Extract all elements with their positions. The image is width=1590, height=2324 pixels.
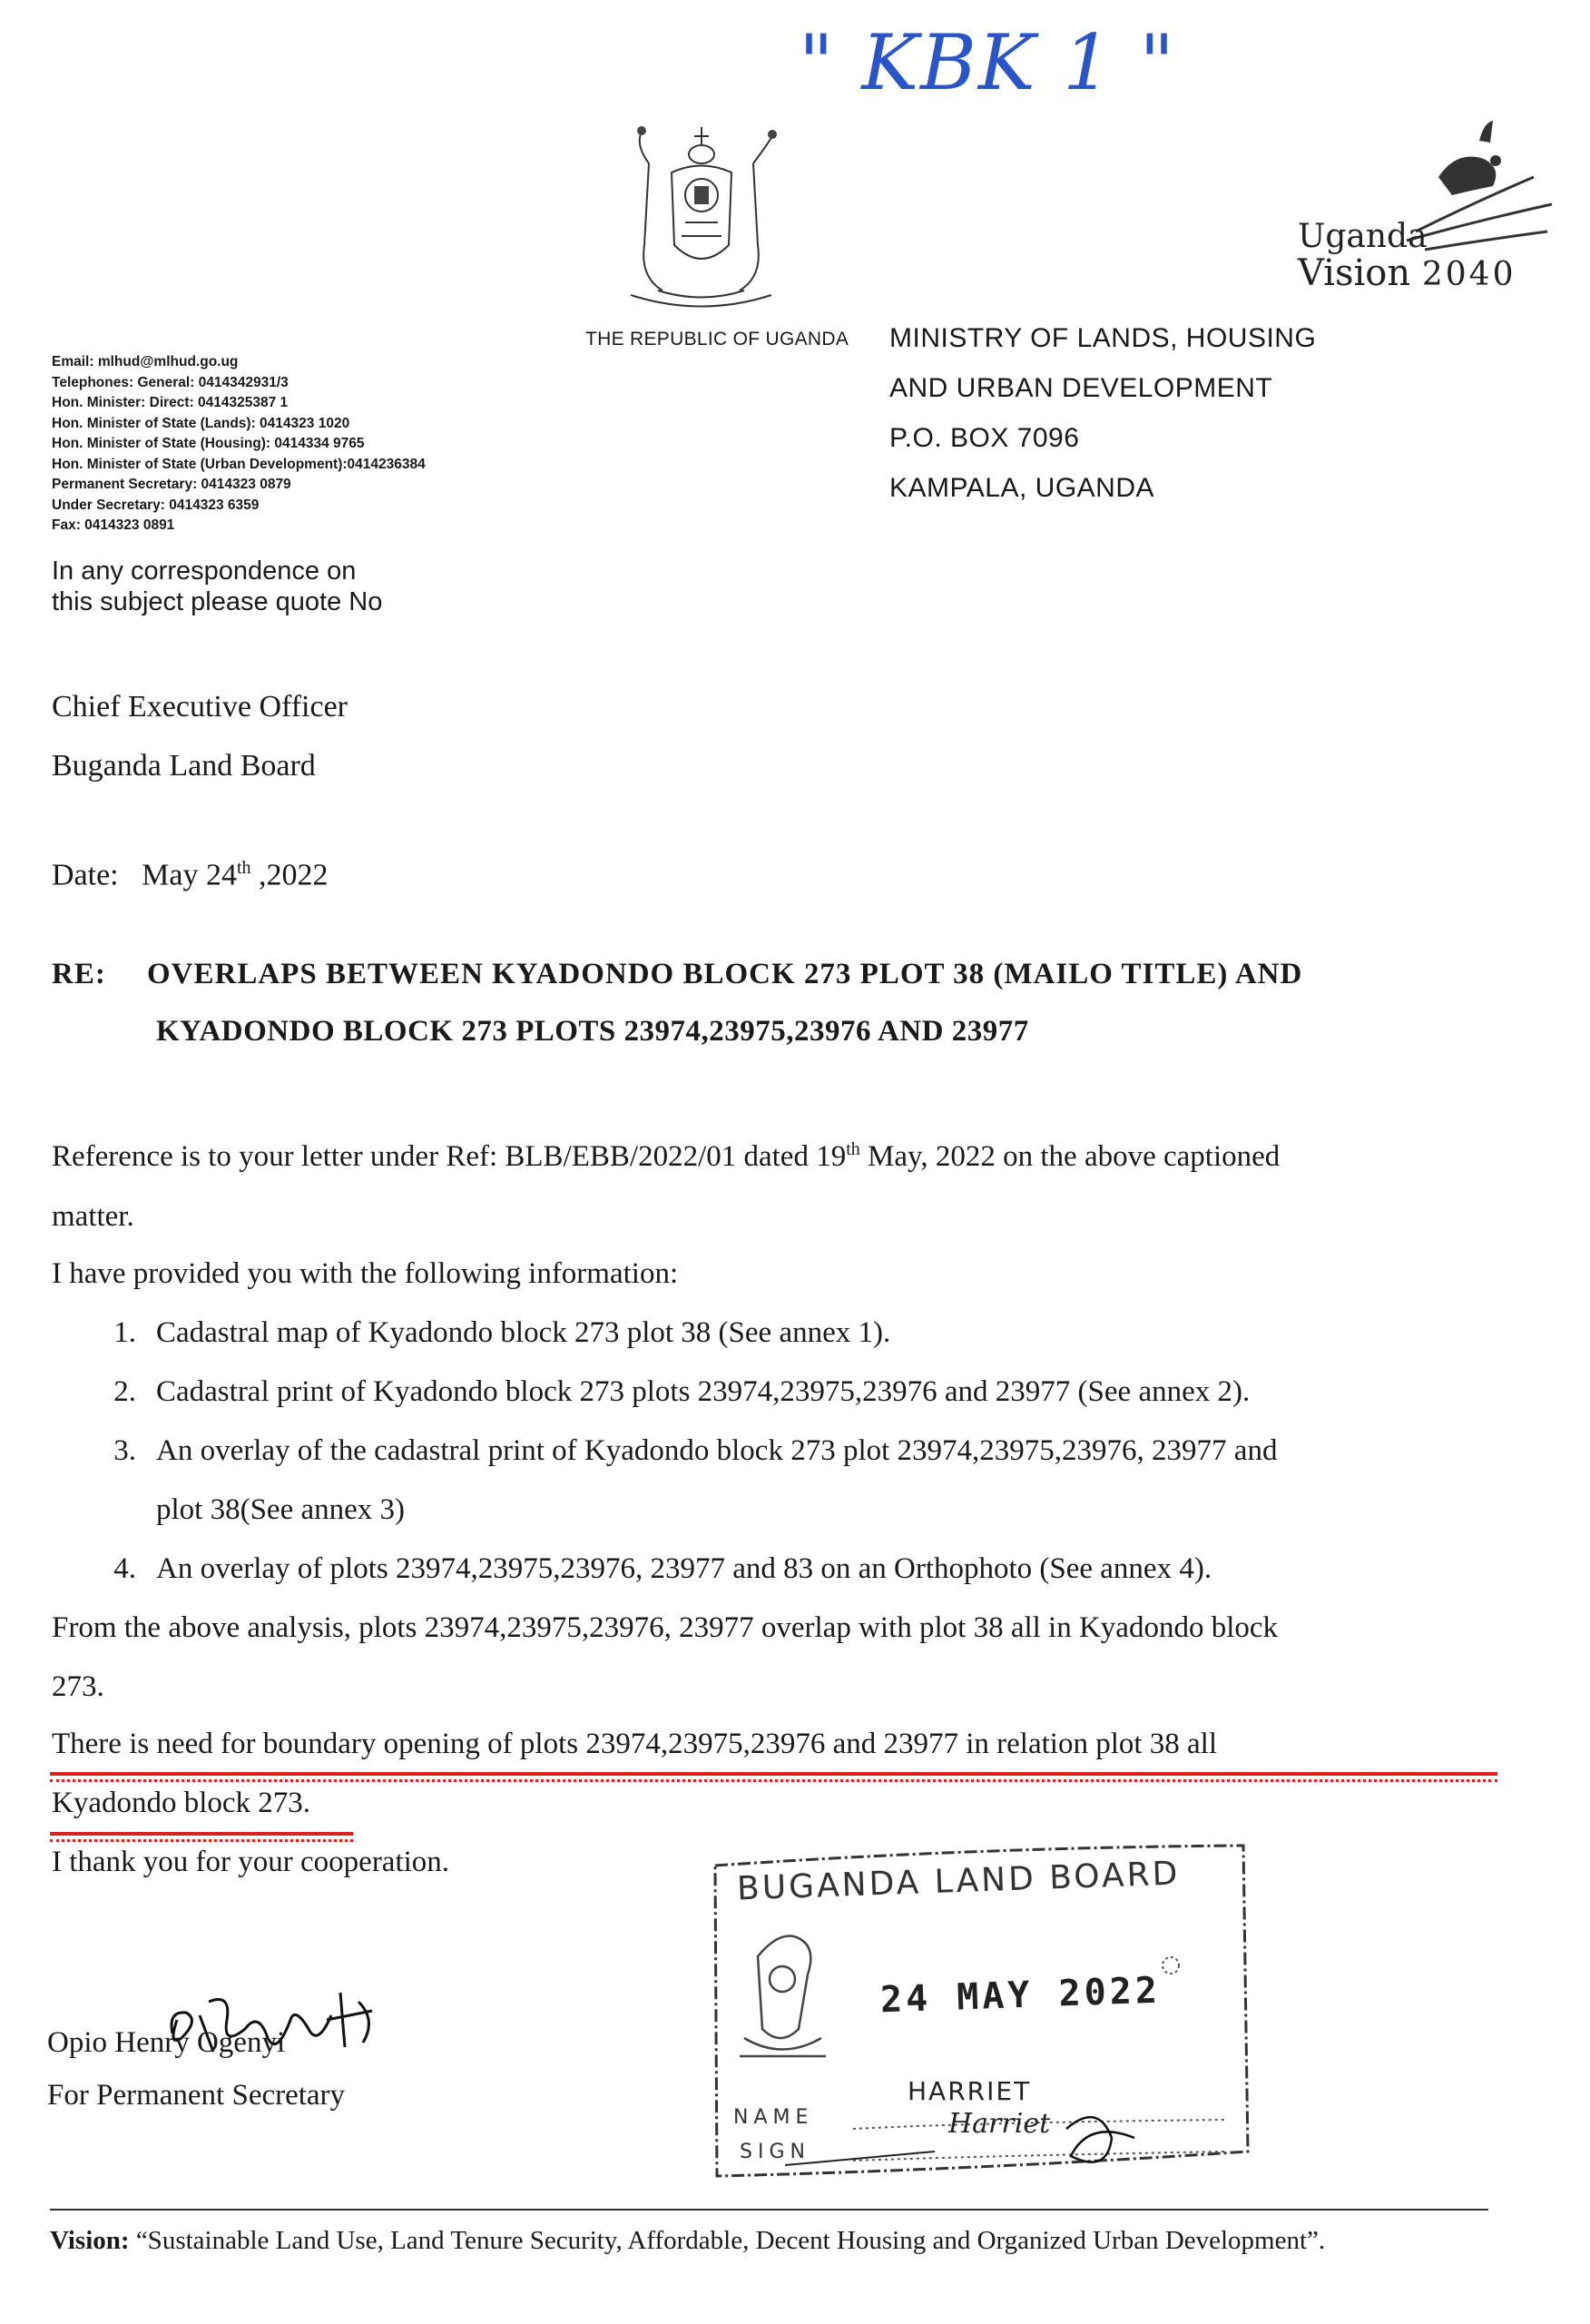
reference-text: Reference is to your letter under Ref: BLB/EBB/2022/01 dated 19 [52,1140,847,1173]
list-item: Cadastral print of Kyadondo block 273 plots 23974,23975,23976 and 23977 (See annex 2). [156,1375,1251,1408]
footer-label: Vision: [50,2226,130,2255]
vision-logo-word: Vision [1298,252,1411,294]
thanks-text: I thank you for your cooperation. [52,1846,450,1878]
highlight-underline [50,1832,353,1836]
highlight-underline [50,1772,1497,1776]
handwritten-annotation: " KBK 1 " [799,18,1177,107]
list-item: An overlay of plots 23974,23975,23976, 23977 and 83 on an Orthophoto (See annex 4). [156,1552,1212,1585]
vision-logo-text [1298,252,1516,294]
stamp-name-value: HARRIET [908,2076,1032,2106]
contact-line: Hon. Minister of State (Urban Development):0414236384 [52,456,426,472]
date-year: ,2022 [250,858,329,892]
recipient-title: Chief Executive Officer [52,690,348,724]
contact-email[interactable]: Email: mlhud@mlhud.go.ug [52,354,239,369]
vision-logo-year: 2040 [1421,256,1516,293]
ministry-line: KAMPALA, UGANDA [889,473,1155,503]
contact-line: Under Secretary: 0414323 6359 [52,497,260,513]
footer-text: “Sustainable Land Use, Land Tenure Security, Affordable, Decent Housing and Organized Urban Development”. [129,2226,1326,2255]
subject-line-2: KYADONDO BLOCK 273 PLOTS 23974,23975,23976 AND 23977 [156,1015,1029,1048]
highlight-underline-dots [50,1779,1497,1782]
ministry-line: AND URBAN DEVELOPMENT [889,373,1273,403]
highlight-underline-dots [50,1839,353,1842]
reference-text-cont: May, 2022 on the above captioned [859,1140,1281,1173]
list-item-continuation: plot 38(See annex 3) [156,1493,406,1526]
contact-line: Hon. Minister of State (Lands): 0414323 1020 [52,415,350,431]
reference-paragraph-end: matter. [52,1200,134,1233]
list-item: Cadastral map of Kyadondo block 273 plot 38 (See annex 1). [156,1316,891,1349]
signer-role: For Permanent Secretary [47,2079,346,2112]
vision-logo-uganda: Uganda [1298,218,1428,255]
vision-footer [50,2226,1325,2256]
contact-line: Hon. Minister of State (Housing): 0414334 9765 [52,436,365,451]
quote-line: In any correspondence on [52,556,357,586]
stamp-name-label: NAME [733,2106,814,2129]
ministry-line: P.O. BOX 7096 [889,423,1080,453]
need-text: There is need for boundary opening of plots 23974,23975,23976 and 23977 in relation plot 38 all [52,1728,1218,1760]
ministry-line: MINISTRY OF LANDS, HOUSING [889,323,1317,353]
ministry-address [889,313,1316,513]
contact-line: Permanent Secretary: 0414323 0879 [52,477,291,492]
stamp-sign-value: Harriet [948,2108,1051,2140]
footer-divider [50,2209,1488,2211]
contact-line: Telephones: General: 0414342931/3 [52,374,289,390]
recipient-organization: Buganda Land Board [52,749,316,783]
list-item-number: 3. [113,1434,136,1467]
quote-reference-note [52,556,382,617]
stamp-title: BUGANDA LAND BOARD [736,1855,1181,1908]
coat-of-arms-icon [594,109,808,322]
stamp-date: 24 MAY 2022 [879,1969,1162,2022]
signer-name: Opio Henry Ogenyi [47,2026,286,2059]
intro-text: I have provided you with the following information: [52,1257,679,1290]
quote-line: this subject please quote No [52,587,383,616]
reference-suffix: th [846,1139,860,1159]
analysis-text-end: 273. [52,1670,104,1703]
stamp-sign-label: SIGN [740,2141,810,2163]
republic-heading: THE REPUBLIC OF UGANDA [585,329,849,350]
subject-label: RE: [52,958,106,990]
letter-date [52,858,329,892]
recipient-block [52,677,348,795]
list-item-number: 4. [113,1552,136,1585]
need-text-end: Kyadondo block 273. [52,1787,311,1819]
contact-line: Fax: 0414323 0891 [52,517,175,533]
analysis-text: From the above analysis, plots 23974,23975,23976, 23977 overlap with plot 38 all in Kyadondo block [52,1611,1279,1644]
contact-list [52,352,426,537]
contact-line: Hon. Minister: Direct: 0414325387 1 [52,395,289,410]
list-item-number: 1. [113,1316,136,1349]
date-label: Date: [52,858,119,892]
date-suffix: th [236,858,251,878]
list-item: An overlay of the cadastral print of Kyadondo block 273 plot 23974,23975,23976, 23977 and [156,1434,1278,1467]
reference-paragraph [52,1139,1280,1174]
list-item-number: 2. [113,1375,136,1408]
date-day: May 24 [142,858,237,892]
subject-line-1: OVERLAPS BETWEEN KYADONDO BLOCK 273 PLOT 38 (MAILO TITLE) AND [147,958,1303,990]
